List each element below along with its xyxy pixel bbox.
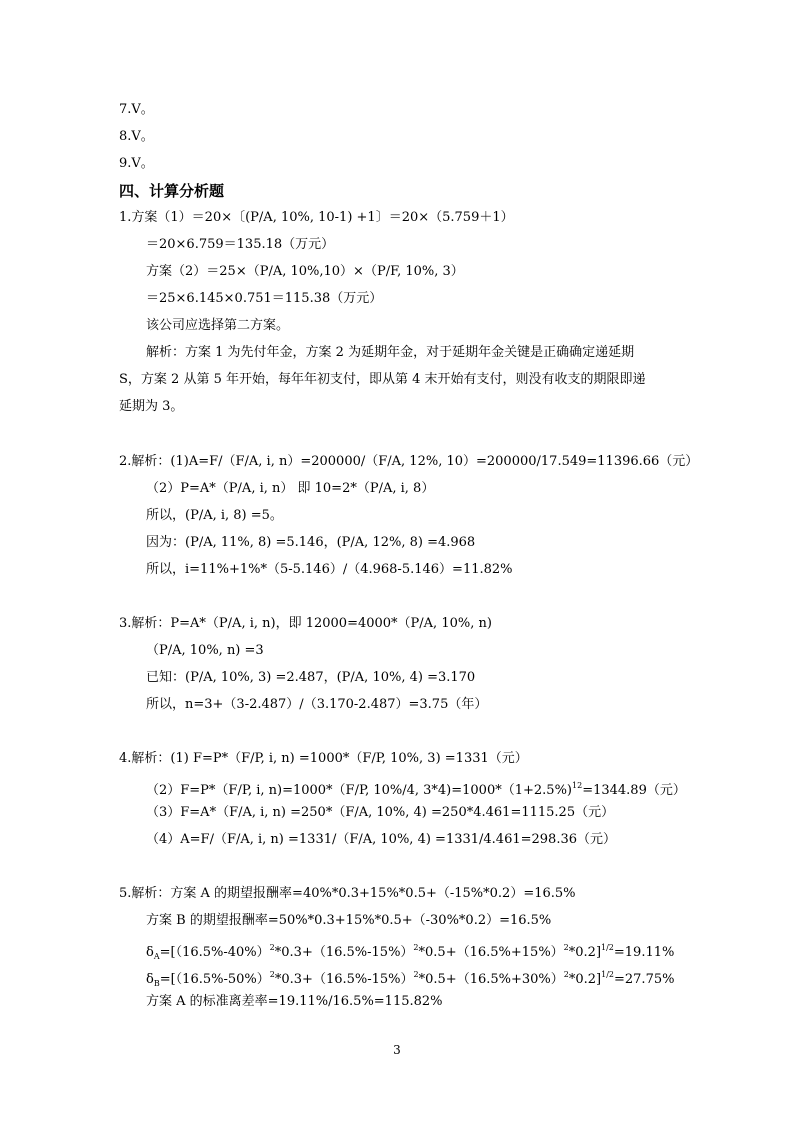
exponent: 2 bbox=[413, 943, 419, 952]
q2-line-2: （2）P=A*（P/A, i, n） 即 10=2*（P/A, i, 8） bbox=[146, 481, 435, 496]
formula-part: *0.3+（16.5%-15%） bbox=[274, 945, 414, 960]
q4-line-2 bbox=[146, 777, 686, 800]
q4-line-2-exponent: 12 bbox=[572, 781, 583, 790]
exponent: 1/2 bbox=[601, 970, 614, 979]
q1-line-3: 方案（2）＝25×（P/A, 10%,10）×（P/F, 10%, 3） bbox=[146, 264, 464, 279]
q4-line-4: （4）A=F/（F/A, i, n) =1331/（F/A, 10%, 4) =1331/4.461=298.36（元） bbox=[146, 832, 616, 847]
page-number: 3 bbox=[393, 1043, 401, 1057]
formula-result: =27.75% bbox=[614, 972, 675, 987]
q1-line-4: ＝25×6.145×0.751＝115.38（万元） bbox=[146, 291, 383, 306]
q5-line-4-std-dev-b bbox=[146, 966, 674, 993]
q4-line-2-part-2: =1344.89（元） bbox=[582, 783, 686, 798]
q1-line-1: 1.方案（1）＝20×〔(P/A, 10%, 10-1) +1〕＝20×（5.759＋1） bbox=[119, 210, 514, 225]
q4-line-1: 4.解析：(1) F=P*（F/P, i, n) =1000*（F/P, 10%, 3) =1331（元） bbox=[119, 751, 528, 766]
formula-part: *0.5+（16.5%+30%） bbox=[418, 972, 564, 987]
delta-subscript: A bbox=[153, 952, 160, 961]
q2-line-4: 因为：(P/A, 11%, 8) =5.146，(P/A, 12%, 8) =4.968 bbox=[146, 535, 476, 550]
q1-line-7: S，方案 2 从第 5 年开始，每年年初支付，即从第 4 末开始有支付，则没有收支的期限即递 bbox=[119, 372, 646, 387]
formula-part: *0.2] bbox=[568, 972, 602, 987]
formula-part: *0.3+（16.5%-15%） bbox=[274, 972, 414, 987]
exponent: 2 bbox=[413, 970, 419, 979]
formula-result: =19.11% bbox=[613, 945, 675, 960]
section-title: 四、计算分析题 bbox=[119, 182, 225, 200]
q3-line-1: 3.解析：P=A*（P/A, i, n)，即 12000=4000*（P/A, 10%, n) bbox=[119, 616, 492, 631]
q5-line-5: 方案 A 的标准离差率=19.11%/16.5%=115.82% bbox=[146, 994, 443, 1009]
q2-line-1: 2.解析：(1)A=F/（F/A, i, n）=200000/（F/A, 12%, 10）=200000/17.549=11396.66（元） bbox=[119, 454, 699, 469]
q1-line-5: 该公司应选择第二方案。 bbox=[146, 318, 290, 333]
exponent: 2 bbox=[269, 970, 275, 979]
delta-subscript: B bbox=[153, 979, 160, 988]
q3-line-4: 所以，n=3+（3-2.487）/（3.170-2.487）=3.75（年） bbox=[146, 697, 488, 712]
q4-line-2-part-1: （2）F=P*（F/P, i, n)=1000*（F/P, 10%/4, 3*4)=1000*（1+2.5%) bbox=[146, 783, 572, 798]
q5-line-3-std-dev-a bbox=[146, 939, 674, 966]
q5-line-2: 方案 B 的期望报酬率=50%*0.3+15%*0.5+（-30%*0.2）=16.5% bbox=[146, 913, 552, 928]
q4-line-3: （3）F=A*（F/A, i, n) =250*（F/A, 10%, 4) =250*4.461=1115.25（元） bbox=[146, 805, 615, 820]
formula-part: *0.5+（16.5%+15%） bbox=[418, 945, 564, 960]
q1-line-6: 解析：方案 1 为先付年金，方案 2 为延期年金，对于延期年金关键是正确确定递延期 bbox=[146, 345, 635, 360]
q2-line-5: 所以，i=11%+1%*（5-5.146）/（4.968-5.146）=11.82% bbox=[146, 562, 513, 577]
q5-line-1: 5.解析：方案 A 的期望报酬率=40%*0.3+15%*0.5+（-15%*0.2）=16.5% bbox=[119, 886, 576, 901]
exponent: 2 bbox=[269, 943, 275, 952]
answer-8: 8.V。 bbox=[119, 129, 154, 144]
q1-line-2: ＝20×6.759＝135.18（万元） bbox=[146, 237, 335, 252]
q3-line-2: （P/A, 10%, n) =3 bbox=[146, 643, 264, 658]
q3-line-3: 已知：(P/A, 10%, 3) =2.487，(P/A, 10%, 4) =3.170 bbox=[146, 670, 476, 685]
answer-9: 9.V。 bbox=[119, 156, 154, 171]
exponent: 1/2 bbox=[601, 943, 614, 952]
delta-symbol: δ bbox=[146, 972, 154, 987]
formula-part: =[（16.5%-40%） bbox=[159, 945, 270, 960]
formula-part: =[（16.5%-50%） bbox=[159, 972, 270, 987]
formula-part: *0.2] bbox=[568, 945, 602, 960]
delta-symbol: δ bbox=[146, 945, 154, 960]
exponent: 2 bbox=[563, 970, 569, 979]
exponent: 2 bbox=[563, 943, 569, 952]
q1-line-8: 延期为 3。 bbox=[119, 399, 184, 414]
answer-7: 7.V。 bbox=[119, 102, 154, 117]
q2-line-3: 所以，(P/A, i, 8) =5。 bbox=[146, 508, 283, 523]
